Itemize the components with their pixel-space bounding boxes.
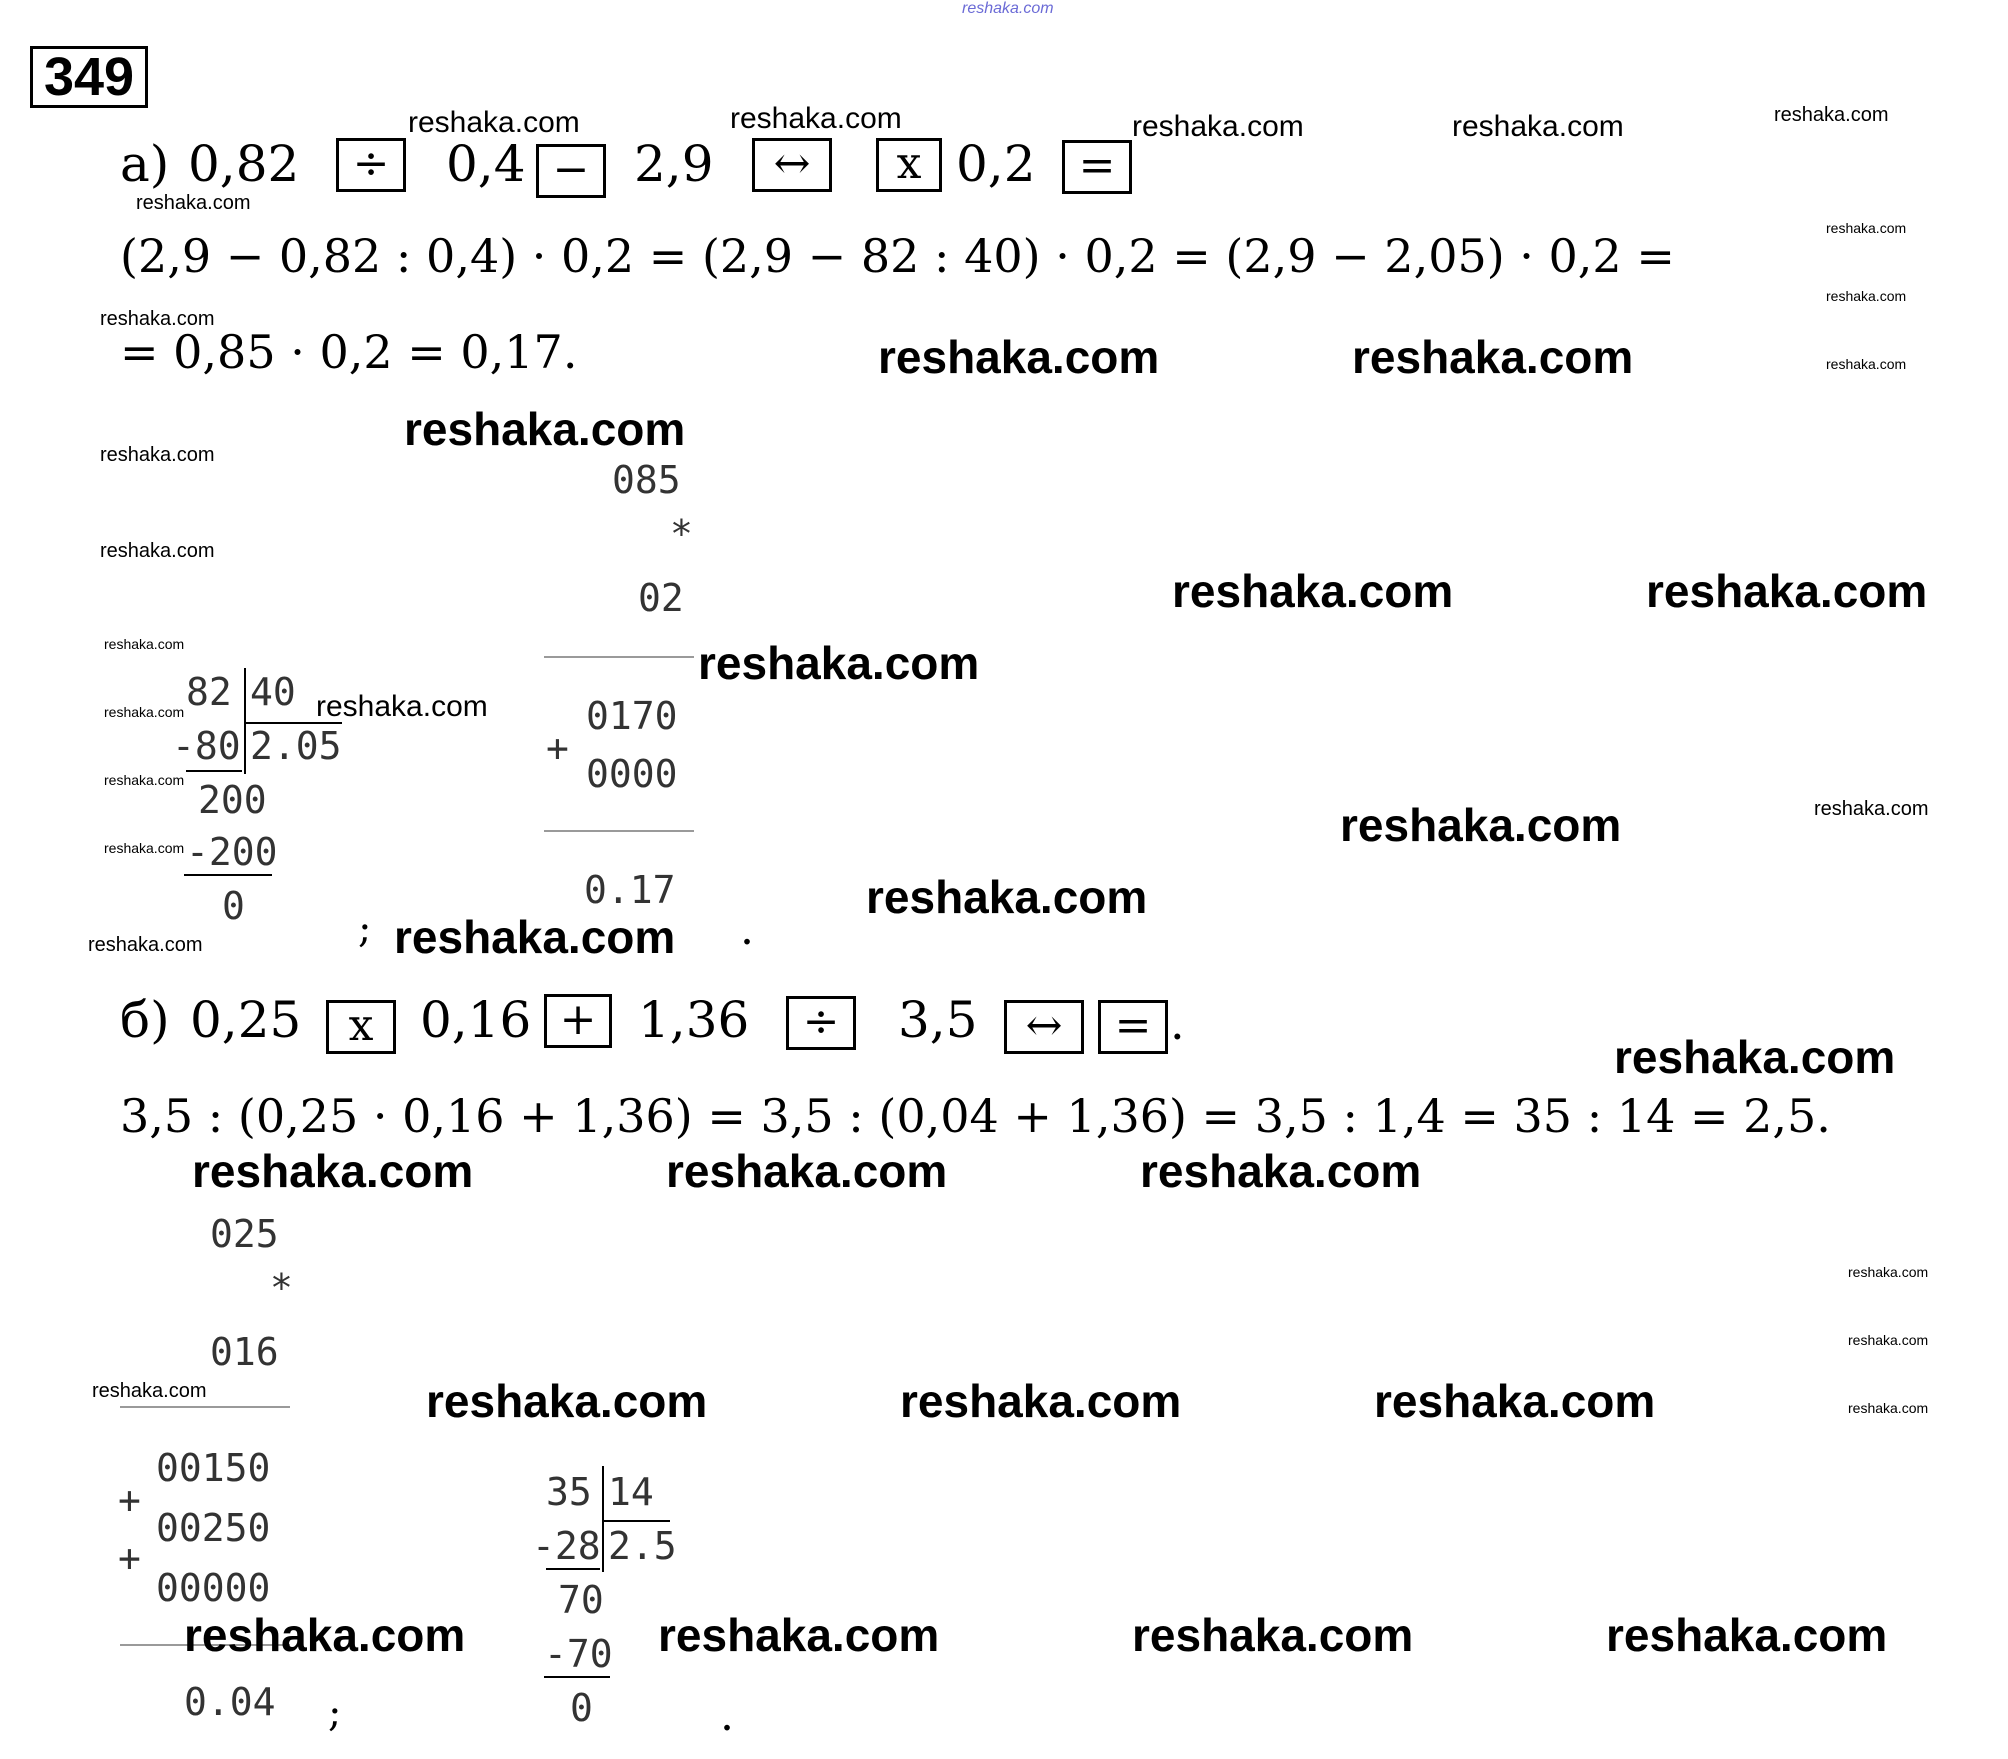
watermark: reshaka.com — [1848, 1332, 1929, 1348]
div-b-subtract-1: -28 — [532, 1524, 601, 1568]
key-swap-b: ↔ — [1004, 1000, 1084, 1054]
key-multiply: x — [876, 138, 942, 192]
part-a-label: а) — [120, 135, 170, 193]
watermark: reshaka.com — [100, 308, 215, 330]
watermark: reshaka.com — [100, 540, 215, 562]
div-a-subtract-1: -80 — [172, 724, 241, 768]
watermark: reshaka.com — [1848, 1400, 1929, 1416]
part-a-expression-line-2: = 0,85 · 0,2 = 0,17. — [120, 325, 578, 379]
watermark: reshaka.com — [900, 1375, 1182, 1427]
mul-b-partial-2: 00250 — [156, 1506, 271, 1550]
part-b-separator: ; — [328, 1690, 342, 1736]
watermark: reshaka.com — [104, 636, 185, 652]
key-multiply-b: x — [326, 1000, 396, 1054]
mul-b-partial-1: 00150 — [156, 1446, 271, 1490]
watermark: reshaka.com — [394, 911, 676, 963]
part-a-end: . — [740, 904, 754, 955]
watermark: reshaka.com — [100, 444, 215, 466]
watermark: reshaka.com — [1352, 331, 1634, 383]
part-b-keys-end: . — [1170, 996, 1185, 1050]
watermark: reshaka.com — [1814, 798, 1929, 820]
part-a-number-3: 2,9 — [634, 135, 714, 193]
watermark: reshaka.com — [866, 871, 1148, 923]
watermark: reshaka.com — [666, 1145, 948, 1197]
part-a-number-1: 0,82 — [188, 135, 300, 193]
div-b-underline-1 — [546, 1568, 600, 1570]
watermark: reshaka.com — [1606, 1609, 1888, 1661]
watermark: reshaka.com — [1774, 104, 1889, 126]
div-a-remainder-2: 0 — [222, 884, 245, 928]
watermark: reshaka.com — [1826, 356, 1907, 372]
watermark: reshaka.com — [404, 403, 686, 455]
watermark: reshaka.com — [88, 934, 203, 956]
mul-b-rule-1 — [120, 1406, 290, 1408]
mul-a-factor-1: 085 — [612, 458, 681, 502]
part-b-expression-line: 3,5 : (0,25 · 0,16 + 1,36) = 3,5 : (0,04 + 1,36) = 3,5 : 1,4 = 35 : 14 = 2,5. — [120, 1089, 1831, 1143]
watermark: reshaka.com — [92, 1380, 207, 1402]
mul-a-operator: * — [670, 512, 693, 556]
watermark: reshaka.com — [1140, 1145, 1422, 1197]
mul-a-factor-2: 02 — [638, 576, 684, 620]
key-divide-b: ÷ — [786, 996, 856, 1050]
part-b-number-1: 0,25 — [190, 991, 302, 1049]
part-a-separator: ; — [358, 906, 372, 952]
key-swap: ↔ — [752, 138, 832, 192]
mul-a-rule-1 — [544, 656, 694, 658]
watermark: reshaka.com — [1452, 110, 1624, 143]
watermark: reshaka.com — [104, 772, 185, 788]
mul-a-partial-1: 0170 — [586, 694, 678, 738]
div-b-underline-2 — [544, 1676, 610, 1678]
div-b-divisor-line — [604, 1520, 670, 1522]
div-b-subtract-2: -70 — [544, 1632, 613, 1676]
watermark: reshaka.com — [1826, 220, 1907, 236]
div-b-vertical-line — [602, 1466, 604, 1572]
watermark: reshaka.com — [1172, 565, 1454, 617]
mul-a-partial-2: 0000 — [586, 752, 678, 796]
div-b-quotient: 2.5 — [608, 1524, 677, 1568]
div-a-quotient: 2.05 — [250, 724, 342, 768]
div-a-underline-2 — [184, 874, 272, 876]
watermark: reshaka.com — [192, 1145, 474, 1197]
part-b-number-3: 1,36 — [638, 991, 750, 1049]
watermark: reshaka.com — [878, 331, 1160, 383]
mul-b-factor-2: 016 — [210, 1330, 279, 1374]
part-b-end: . — [720, 1690, 734, 1741]
watermark: reshaka.com — [316, 690, 488, 723]
watermark: reshaka.com — [408, 106, 580, 139]
mul-a-plus: + — [546, 726, 569, 770]
watermark: reshaka.com — [1826, 288, 1907, 304]
mul-a-result: 0.17 — [584, 868, 676, 912]
watermark: reshaka.com — [1374, 1375, 1656, 1427]
part-a-number-2: 0,4 — [446, 135, 526, 193]
key-minus: − — [536, 144, 606, 198]
watermark: reshaka.com — [426, 1375, 708, 1427]
key-plus: + — [544, 994, 612, 1048]
mul-b-plus-1: + — [118, 1478, 141, 1522]
div-a-remainder-1: 200 — [198, 778, 267, 822]
div-a-dividend: 82 — [186, 670, 232, 714]
watermark: reshaka.com — [1614, 1031, 1896, 1083]
watermark: reshaka.com — [104, 704, 185, 720]
task-number: 349 — [30, 46, 148, 108]
div-b-remainder-2: 0 — [570, 1686, 593, 1730]
watermark: reshaka.com — [184, 1609, 466, 1661]
div-a-underline-1 — [186, 770, 242, 772]
key-equals-b: = — [1098, 1000, 1168, 1054]
watermark: reshaka.com — [1848, 1264, 1929, 1280]
mul-b-plus-2: + — [118, 1536, 141, 1580]
watermark: reshaka.com — [104, 840, 185, 856]
key-equals: = — [1062, 140, 1132, 194]
part-a-number-4: 0,2 — [956, 135, 1036, 193]
watermark: reshaka.com — [136, 192, 251, 214]
mul-b-operator: * — [270, 1266, 293, 1310]
div-a-vertical-line — [244, 668, 246, 774]
div-b-dividend: 35 — [546, 1470, 592, 1514]
mul-b-factor-1: 025 — [210, 1212, 279, 1256]
part-a-expression-line-1: (2,9 − 0,82 : 0,4) · 0,2 = (2,9 − 82 : 40) · 0,2 = (2,9 − 2,05) · 0,2 = — [120, 229, 1675, 283]
part-b-label: б) — [120, 991, 170, 1049]
watermark: reshaka.com — [730, 102, 902, 135]
key-divide: ÷ — [336, 138, 406, 192]
mul-a-rule-2 — [544, 830, 694, 832]
watermark: reshaka.com — [1132, 110, 1304, 143]
watermark: reshaka.com — [1646, 565, 1928, 617]
div-a-divisor: 40 — [250, 670, 296, 714]
mul-b-partial-3: 00000 — [156, 1566, 271, 1610]
watermark: reshaka.com — [658, 1609, 940, 1661]
watermark: reshaka.com — [1340, 799, 1622, 851]
watermark: reshaka.com — [698, 637, 980, 689]
div-a-subtract-2: -200 — [186, 830, 278, 874]
div-b-remainder-1: 70 — [558, 1578, 604, 1622]
mul-b-result: 0.04 — [184, 1680, 276, 1724]
part-b-number-2: 0,16 — [420, 991, 532, 1049]
div-b-divisor: 14 — [608, 1470, 654, 1514]
watermark: reshaka.com — [1132, 1609, 1414, 1661]
watermark-top: reshaka.com — [962, 0, 1054, 17]
part-b-number-4: 3,5 — [898, 991, 978, 1049]
